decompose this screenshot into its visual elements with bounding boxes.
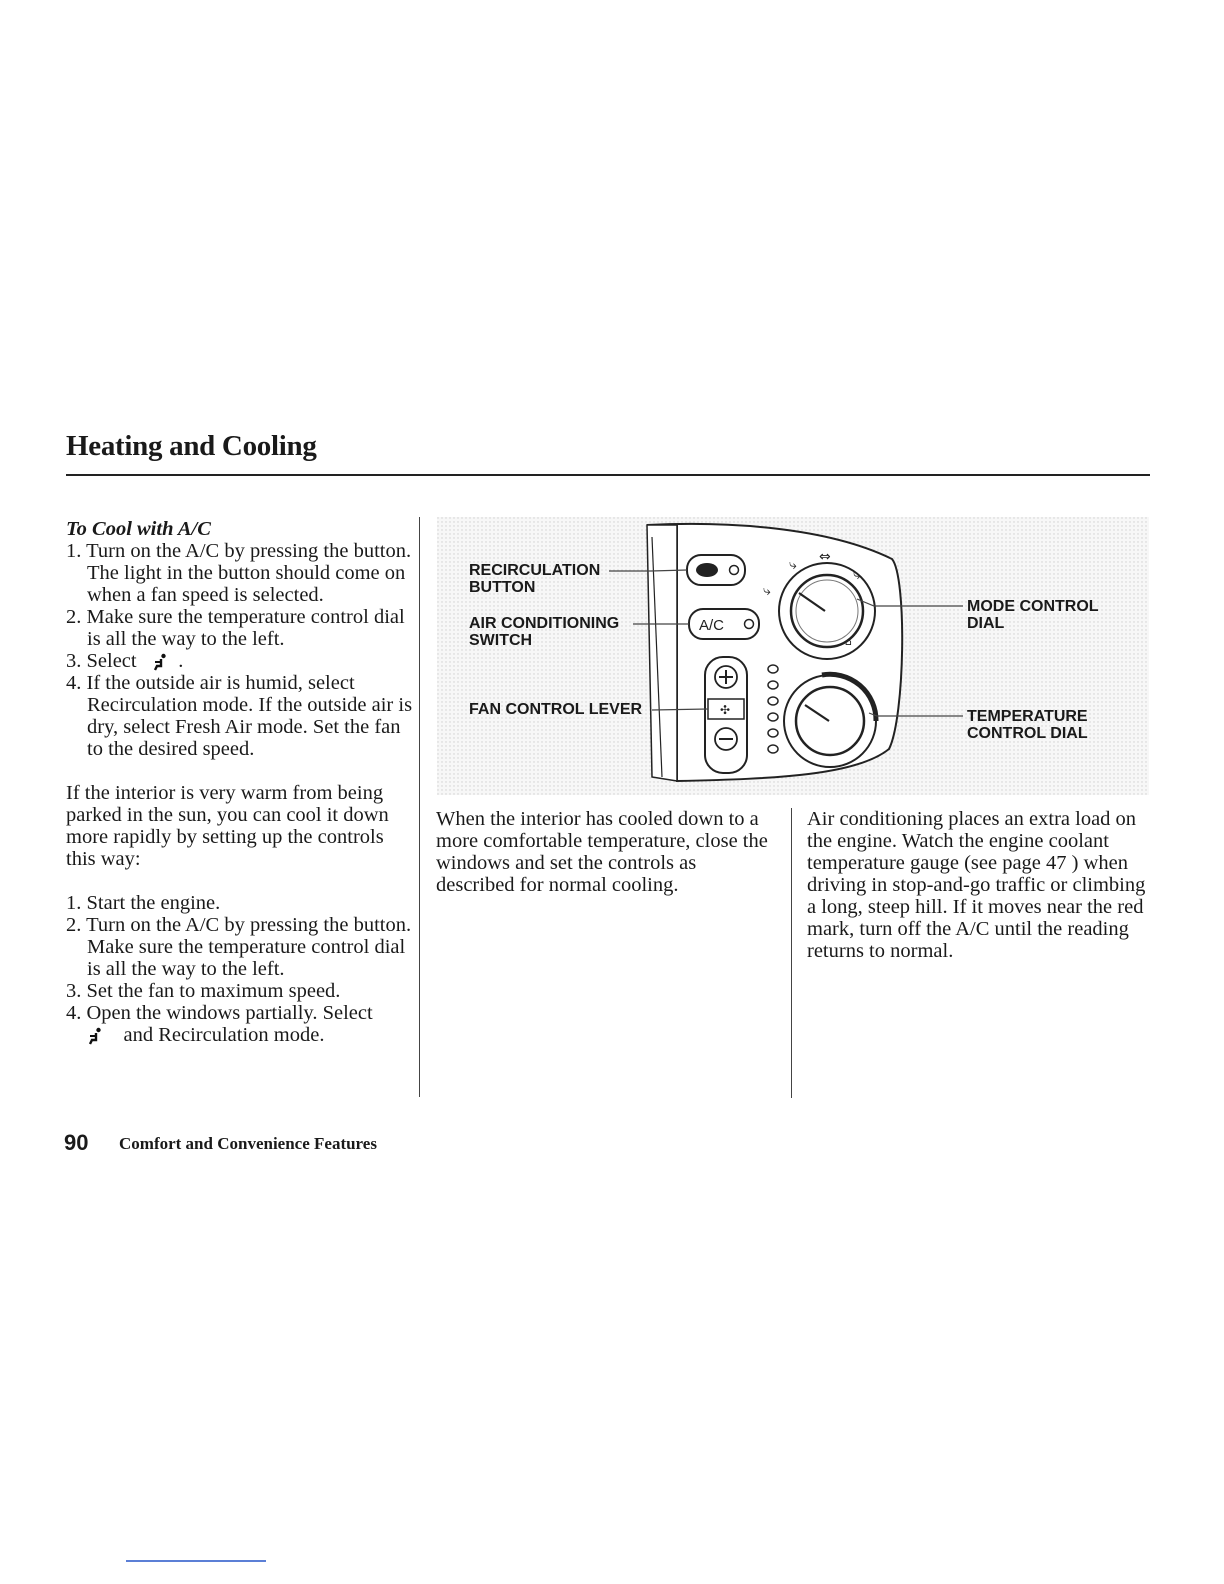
list-item: 2. Make sure the temperature control dial is all the way to the left. [66,606,405,650]
list-item-text: 3. Select [66,650,137,672]
bottom-link-line [126,1560,266,1562]
cool-steps-list [66,540,416,760]
cooled-down-paragraph: When the interior has cooled down to a more comfortable temperature, close the windows and set the controls as described for normal cooling. [436,808,768,896]
subheading-cool-with-ac: To Cool with A/C [66,518,211,540]
svg-text:⇔: ⇔ [819,549,831,565]
climate-control-panel-figure [437,517,1149,795]
list-item-text: 4. Open the windows partially. Select [66,1002,373,1024]
callout-fan-control-lever: FAN CONTROL LEVER [469,701,643,718]
control-panel-illustration [437,517,1149,795]
svg-text:⌂: ⌂ [845,635,852,648]
column-divider-right [791,808,792,1098]
list-item: 2. Turn on the A/C by pressing the button. Make sure the temperature control dial is all the way to the left. [66,914,412,980]
right-column [807,808,1152,962]
list-item: 1. Turn on the A/C by pressing the button. The light in the button should come on when a fan speed is selected. [66,540,412,606]
rapid-cool-steps-list [66,892,416,1046]
svg-text:⤷: ⤷ [763,583,771,599]
list-item: 4. If the outside air is humid, select Recirculation mode. If the outside air is dry, select Fresh Air mode. Set the fan to the desired speed. [66,672,413,760]
floor-vent-icon [87,1024,103,1046]
middle-column [436,808,776,896]
footer-section-title: Comfort and Convenience Features [119,1134,377,1153]
list-item [66,650,416,672]
svg-text:✣: ✣ [720,703,731,717]
list-item: 3. Set the fan to maximum speed. [66,980,341,1002]
callout-air-conditioning-switch: AIR CONDITIONING SWITCH [469,615,620,649]
list-item [66,1002,416,1046]
column-divider-left [419,517,420,1097]
list-item-text: . [178,650,184,672]
list-item-text: and Recirculation mode. [123,1024,325,1046]
floor-vent-icon [152,650,168,672]
header-rule [66,474,1150,476]
callout-temperature-control-dial: TEMPERATURE CONTROL DIAL [967,708,1088,742]
warm-interior-paragraph: If the interior is very warm from being parked in the sun, you can cool it down more rapidly by setting up the controls this way: [66,782,389,870]
svg-text:⤷: ⤷ [789,557,797,573]
engine-load-paragraph: Air conditioning places an extra load on the engine. Watch the engine coolant temperature gauge (see page 47 ) when driving in stop-and-go traffic or climbing a long, steep hill. If it moves near the red mark, turn off the A/C until the reading returns to normal. [807,808,1146,962]
callout-mode-control-dial: MODE CONTROL DIAL [967,598,1099,632]
svg-text:⤷: ⤷ [853,567,861,583]
page-title: Heating and Cooling [66,430,317,462]
left-column [66,518,416,1046]
callout-recirculation-button: RECIRCULATION BUTTON [469,562,601,596]
ac-button-label: A/C [699,617,725,634]
list-item: 1. Start the engine. [66,892,221,914]
page-number: 90 [64,1130,89,1155]
